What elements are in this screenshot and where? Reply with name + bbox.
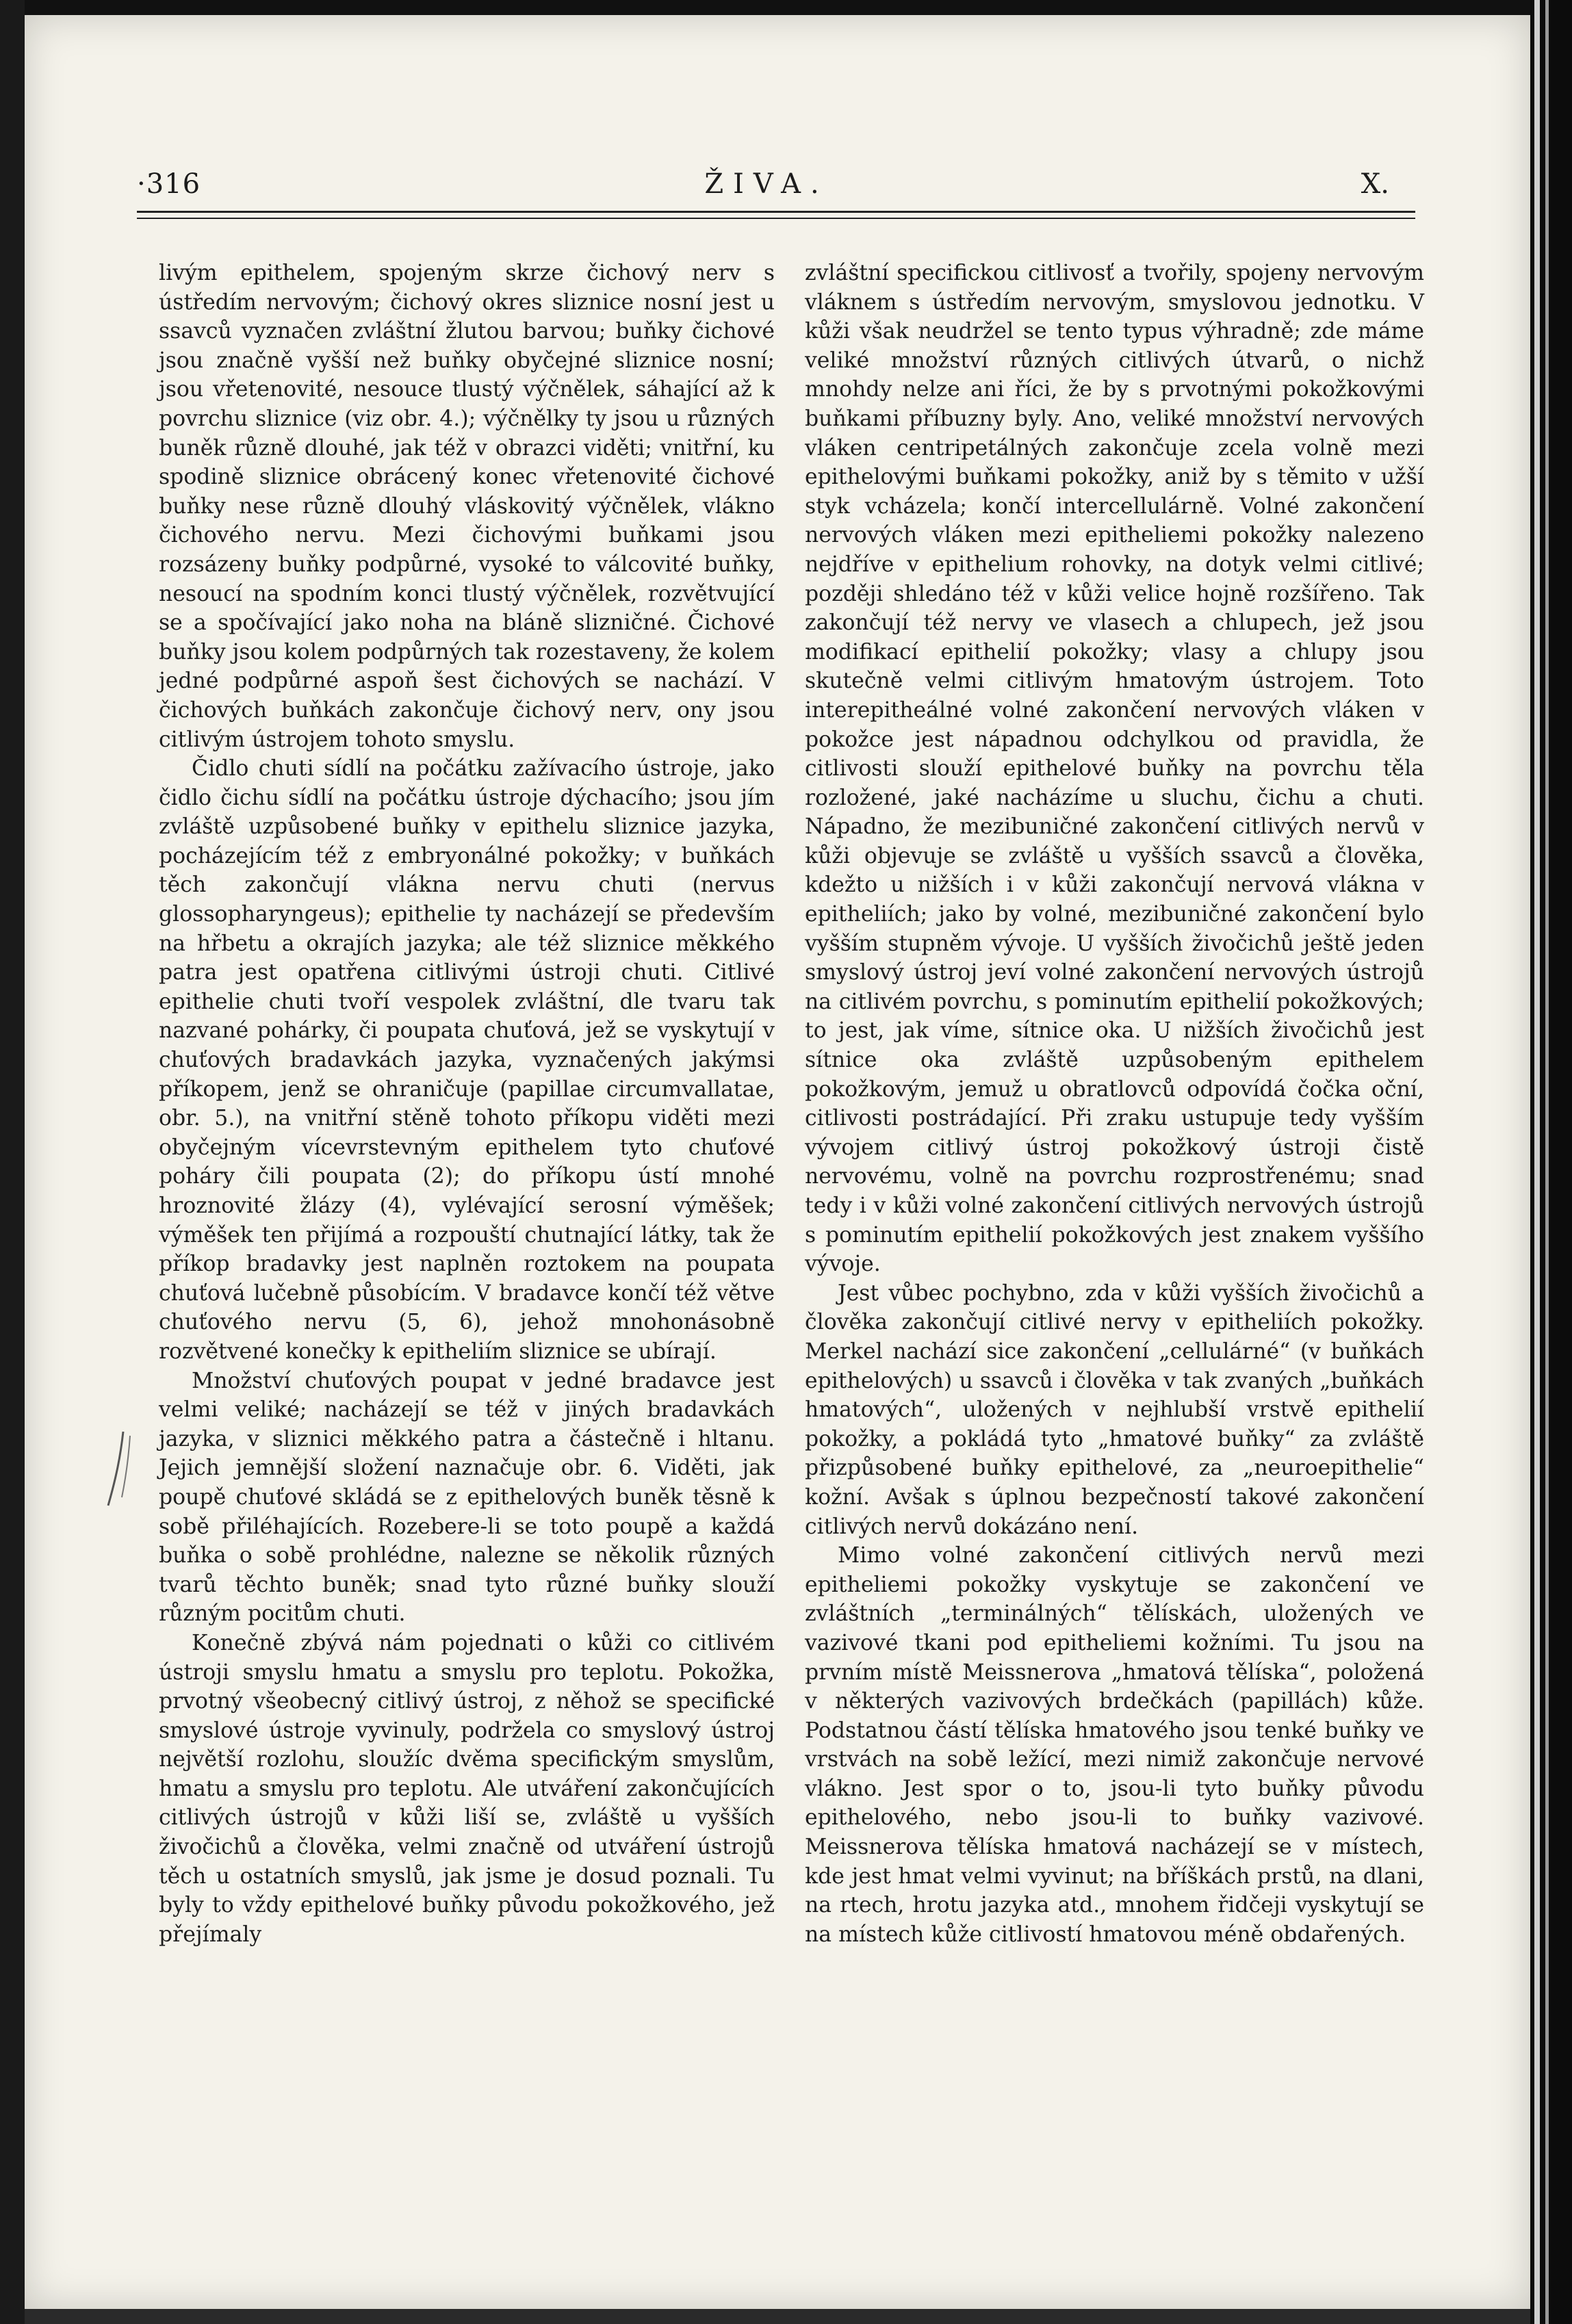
scan-right-edge: [1530, 0, 1572, 2324]
header-rule: [137, 211, 1415, 213]
paragraph: zvláštní specifickou citlivosť a tvořily, spojeny nervovým vláknem s ústředím nervovým, smyslovou jednotku. V kůži však neudržel se tento typus výhradně; zde máme veliké množství různých citlivých útvarů, o nichž mnohdy nelze ani říci, že by s prvotnými pokožkovými buňkami příbuzny byly. Ano, veliké množství nervových vláken centripetálných zakončuje zcela volně mezi epithelovými buňkami pokožky, aniž by s těmito v užší styk vcházela; končí intercellulárně. Volné zakončení nervových vláken mezi epitheliemi pokožky nalezeno nejdříve v epithelium rohovky, na dotyk velmi citlivé; později shledáno též v kůži velice hojně rozšířeno. Tak zakončují též nervy ve vlasech a chlupech, jež jsou modifikací epithelií pokožky; vlasy a chlupy jsou skutečně velmi citlivým hmatovým ústrojem. Toto interepitheálné volné zakončení nervových vláken v pokožce jest nápadnou odchylkou od pravidla, že citlivosti slouží epithelové buňky na povrchu těla rozložené, jaké nacházíme u sluchu, čichu a chuti. Nápadno, že mezibuničné zakončení citlivých nervů v kůži objevuje se zvláště u vyšších ssavců a člověka, kdežto u nižších i v kůži zakončují nervová vlákna v epitheliích; jako by volné, mezibuničné zakončení bylo vyšším stupněm vývoje. U vyšších živočichů ještě jeden smyslový ústroj jeví volné zakončení nervových ústrojů na citlivém povrchu, s pominutím epithelií pokožkových; to jest, jak víme, sítnice oka. U nižších živočichů jest sítnice oka zvláště uzpůsobeným epithelem pokožkovým, jemuž u obratlovců odpovídá čočka oční, citlivosti postrádající. Při zraku ustupuje tedy vyšším vývojem citlivý ústroj pokožkový ústroji čistě nervovému, volně na povrchu rozprostřenému; snad tedy i v kůži volné zakončení citlivých nervových ústrojů s pominutím epithelií pokožkových jest znakem vyššího vývoje.: [805, 261, 1424, 1277]
running-header: [137, 168, 1396, 216]
volume-number: X.: [1361, 168, 1389, 200]
paragraph: Mimo volné zakončení citlivých nervů mezi epitheliemi pokožky vyskytuje se zakončení ve zvláštních „terminálných“ tělískách, uložených ve vazivové tkani pod epitheliemi kožními. Tu jsou na prvním místě Meissnerova „hmatová tělíska“, položená v některých vazivových brdečkách (papillách) kůže. Podstatnou částí tělíska hmatového jsou tenké buňky ve vrstvách na sobě ležící, mezi nimiž zakončuje nervové vlákno. Jest spor o to, jsou-li tyto buňky původu epithelového, nebo jsou-li to buňky vazivové. Meissnerova tělíska hmatová nacházejí se v místech, kde jest hmat velmi vyvinut; na bříškách prstů, na dlani, na rtech, hrotu jazyka atd., mnohem řidčeji vyskytují se na místech kůže citlivostí hmatovou méně obdařených.: [805, 1543, 1424, 1947]
paragraph: Konečně zbývá nám pojednati o kůži co citlivém ústroji smyslu hmatu a smyslu pro teplotu. Pokožka, prvotný všeobecný citlivý ústroj, z něhož se specifické smyslové ústroje vyvinuly, podržela co smyslový ústroj největší rozlohu, sloužíc dvěma specifickým smyslům, hmatu a smyslu pro teplotu. Ale utváření zakončujících citlivých ústrojů v kůži liší se, zvláště u vyšších živočichů a člověka, velmi značně od utváření ústrojů těch u ostatních smyslů, jak jsme je dosud poznali. Tu byly to vždy epithelové buňky původu pokožkového, jež přejímaly: [159, 1630, 775, 1947]
pencil-margin-mark: [103, 1429, 144, 1511]
scan-edge-stripe: [1545, 0, 1549, 2324]
scan-top-edge: [25, 0, 1572, 15]
paragraph: Jest vůbec pochybno, zda v kůži vyšších živočichů a člověka zakončují citlivé nervy v epitheliích pokožky. Merkel nachází sice zakončení „cellulárné“ (v buňkách epithelových) u ssavců i člověka v tak zvaných „buňkách hmatových“, uložených v nejhlubší vrstvě epithelií pokožky, a pokládá tyto „hmatové buňky“ za zvláště přizpůsobené buňky epithelové, za „neuroepithelie“ kožní. Avšak s úplnou bezpečností takové zakončení citlivých nervů dokázáno není.: [805, 1280, 1424, 1539]
page-number: ·316: [137, 168, 201, 200]
paragraph: Množství chuťových poupat v jedné bradavce jest velmi veliké; nacházejí se též v jiných bradavkách jazyka, v sliznici měkkého patra a částečně i hltanu. Jejich jemnější složení naznačuje obr. 6. Viděti, jak poupě chuťové skládá se z epithelových buněk těsně k sobě přiléhajících. Rozebere-li se toto poupě a každá buňka o sobě prohlédne, nalezne se několik různých tvarů těchto buněk; snad tyto různé buňky slouží různým pocitům chuti.: [159, 1368, 775, 1627]
left-column: [159, 259, 775, 2175]
paragraph: Čidlo chuti sídlí na počátku zažívacího ústroje, jako čidlo čichu sídlí na počátku ústroje dýchacího; jsou jím zvláště uzpůsobené buňky v epithelu sliznice jazyka, pocházejícím též z embryonálné pokožky; v buňkách těch zakončují vlákna nervu chuti (nervus glossopharyngeus); epithelie ty nacházejí se především na hřbetu a okrajích jazyka; ale též sliznice měkkého patra jest opatřena citlivými ústroji chuti. Citlivé epithelie chuti tvoří vespolek zvláštní, dle tvaru tak nazvané pohárky, či poupata chuťová, jež se vyskytují v chuťových bradavkách jazyka, vyznačených jakýmsi příkopem, jenž se ohraničuje (papillae circumvallatae, obr. 5.), na vnitřní stěně tohoto příkopu viděti mezi obyčejným vícevrstevným epithelem tyto chuťové poháry čili poupata (2); do příkopu ústí mnohé hroznovité žlázy (4), vylévající serosní výměšek; výměšek ten přijímá a rozpouští chutnající látky, tak že příkop bradavky jest naplněn roztokem na poupata chuťová lučebně působícím. V bradavce končí též větve chuťového nervu (5, 6), jehož mnohonásobně rozvětvené konečky k epitheliím sliznice se ubírají.: [159, 756, 775, 1364]
paragraph: livým epithelem, spojeným skrze čichový nerv s ústředím nervovým; čichový okres sliznice nosní jest u ssavců vyznačen zvláštní žlutou barvou; buňky čichové jsou značně vyšší než buňky obyčejné sliznice nosní; jsou vřetenovité, nesouce tlustý výčnělek, sáhající až k povrchu sliznice (viz obr. 4.); výčnělky ty jsou u různých buněk různě dlouhé, jak též v obrazci viděti; vnitřní, ku spodině sliznice obrácený konec vřetenovité čichové buňky nese různě dlouhý vláskovitý výčnělek, vlákno čichového nervu. Mezi čichovými buňkami jsou rozsázeny buňky podpůrné, vysoké to válcovité buňky, nesoucí na spodním konci tlustý výčnělek, rozvětvující se a spočívající jako noha na bláně slizničné. Čichové buňky jsou kolem podpůrných tak rozestaveny, že kolem jedné podpůrné aspoň šest čichových se nachází. V čichových buňkách zakončuje čichový nerv, ony jsou citlivým ústrojem tohoto smyslu.: [159, 261, 775, 752]
journal-title: ŽIVA.: [704, 168, 829, 200]
header-rule-thin: [137, 218, 1415, 219]
scan-left-edge: [0, 0, 25, 2324]
scan-edge-stripe: [1534, 0, 1540, 2324]
right-column: [805, 259, 1424, 2175]
